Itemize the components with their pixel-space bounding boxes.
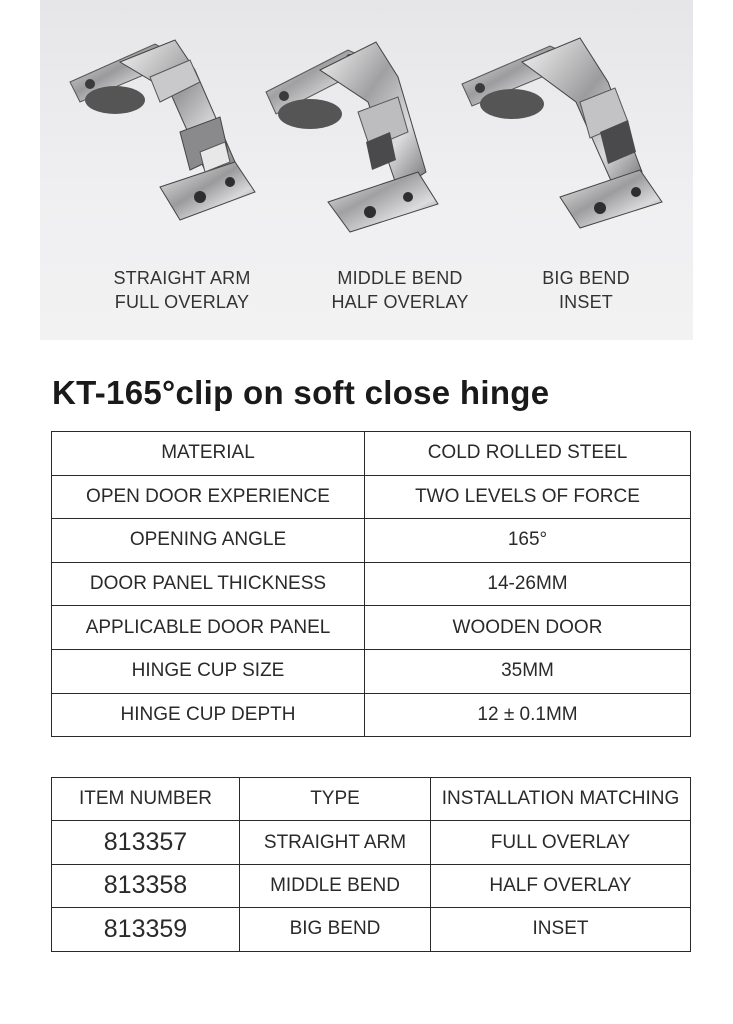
header-installation-matching: INSTALLATION MATCHING [431, 778, 691, 821]
type-cell: STRAIGHT ARM [240, 821, 431, 864]
table-header-row [52, 778, 691, 821]
table-row [52, 606, 691, 650]
product-photo-banner [40, 0, 693, 340]
spec-value: TWO LEVELS OF FORCE [365, 475, 691, 519]
spec-value: 14-26MM [365, 562, 691, 606]
spec-value: 12 ± 0.1MM [365, 693, 691, 737]
installation-matching-cell: FULL OVERLAY [431, 821, 691, 864]
spec-label: HINGE CUP SIZE [52, 649, 365, 693]
hinge-label-straight-arm [82, 266, 282, 314]
straight-arm-hinge-image [60, 22, 260, 252]
installation-matching-cell: INSET [431, 908, 691, 951]
middle-bend-hinge-image [258, 22, 458, 252]
product-title: KT-165°clip on soft close hinge [52, 374, 550, 411]
type-cell: BIG BEND [240, 908, 431, 951]
header-type: TYPE [240, 778, 431, 821]
big-bend-hinge-image [450, 22, 670, 252]
spec-value: COLD ROLLED STEEL [365, 432, 691, 476]
table-row [52, 475, 691, 519]
spec-value: 165° [365, 519, 691, 563]
spec-label: MATERIAL [52, 432, 365, 476]
hinge-label-big-bend [486, 266, 686, 314]
item-number-cell: 813358 [52, 864, 240, 907]
table-row [52, 432, 691, 476]
table-row [52, 864, 691, 907]
table-row [52, 562, 691, 606]
spec-label: APPLICABLE DOOR PANEL [52, 606, 365, 650]
item-number-cell: 813357 [52, 821, 240, 864]
hinge-label-middle-bend [300, 266, 500, 314]
specification-table [51, 431, 691, 737]
table-row [52, 693, 691, 737]
table-row [52, 519, 691, 563]
item-number-table [51, 777, 691, 952]
spec-label: OPEN DOOR EXPERIENCE [52, 475, 365, 519]
hinge-type-label: BIG BEND [542, 268, 630, 288]
table-row [52, 649, 691, 693]
spec-label: DOOR PANEL THICKNESS [52, 562, 365, 606]
spec-value: WOODEN DOOR [365, 606, 691, 650]
table-row [52, 908, 691, 951]
hinge-overlay-label: FULL OVERLAY [114, 292, 250, 312]
hinge-overlay-label: INSET [558, 292, 613, 312]
table-row [52, 821, 691, 864]
installation-matching-cell: HALF OVERLAY [431, 864, 691, 907]
spec-value: 35MM [365, 649, 691, 693]
hinge-type-label: STRAIGHT ARM [113, 268, 251, 288]
spec-label: HINGE CUP DEPTH [52, 693, 365, 737]
spec-label: OPENING ANGLE [52, 519, 365, 563]
hinge-type-label: MIDDLE BEND [337, 268, 463, 288]
hinge-overlay-label: HALF OVERLAY [331, 292, 469, 312]
item-number-cell: 813359 [52, 908, 240, 951]
type-cell: MIDDLE BEND [240, 864, 431, 907]
header-item-number: ITEM NUMBER [52, 778, 240, 821]
